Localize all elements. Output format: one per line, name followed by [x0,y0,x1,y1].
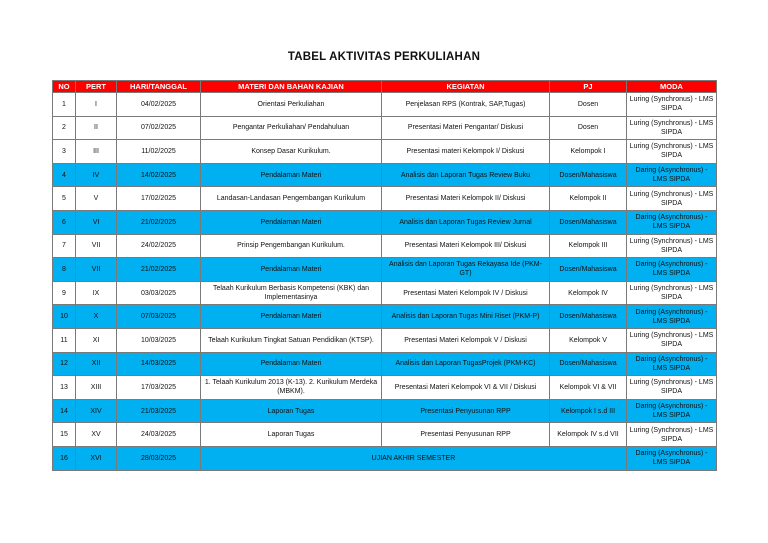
cell-materi: Laporan Tugas [201,423,382,447]
cell-moda: Daring (Asynchronus) - LMS SIPDA [627,258,717,282]
cell-pert: XII [76,352,117,376]
cell-tanggal: 21/02/2025 [117,210,201,234]
cell-pj: Dosen/Mahasiswa [550,258,627,282]
cell-kegiatan: Presentasi Materi Kelompok II/ Diskusi [382,187,550,211]
table-row [53,210,717,234]
cell-pert: II [76,116,117,140]
cell-tanggal: 21/02/2025 [117,258,201,282]
cell-pert: XVI [76,446,117,470]
cell-materi: Konsep Dasar Kurikulum. [201,140,382,164]
cell-kegiatan: Presentasi Materi Kelompok V / Diskusi [382,328,550,352]
cell-materi: Pendalaman Materi [201,258,382,282]
cell-kegiatan: Presentasi materi Kelompok I/ Diskusi [382,140,550,164]
table-row [53,352,717,376]
cell-pert: XV [76,423,117,447]
table-row [53,187,717,211]
cell-pert: XIII [76,376,117,400]
table-row [53,423,717,447]
cell-materi: Pendalaman Materi [201,352,382,376]
cell-pj: Kelompok V [550,328,627,352]
cell-pj: Kelompok IV s.d VII [550,423,627,447]
cell-tanggal: 14/03/2025 [117,352,201,376]
column-header-pert: PERT [76,81,117,93]
cell-pj: Kelompok II [550,187,627,211]
cell-materi: Telaah Kurikulum Berbasis Kompetensi (KBK) dan Implementasinya [201,281,382,305]
cell-moda: Daring (Asynchronus) - LMS SIPDA [627,163,717,187]
cell-tanggal: 11/02/2025 [117,140,201,164]
cell-kegiatan: Analisis dan Laporan TugasProjek (PKM-KC) [382,352,550,376]
cell-no: 16 [53,446,76,470]
column-header-no: NO [53,81,76,93]
cell-pert: XIV [76,399,117,423]
cell-materi: Telaah Kurikulum Tingkat Satuan Pendidikan (KTSP). [201,328,382,352]
cell-tanggal: 21/03/2025 [117,399,201,423]
cell-no: 1 [53,93,76,117]
cell-pert: VII [76,258,117,282]
cell-moda: Luring (Synchronus) - LMS SIPDA [627,116,717,140]
cell-materi: Pengantar Perkuliahan/ Pendahuluan [201,116,382,140]
cell-final-exam: UJIAN AKHIR SEMESTER [201,446,627,470]
cell-pj: Kelompok I [550,140,627,164]
cell-tanggal: 14/02/2025 [117,163,201,187]
cell-tanggal: 07/03/2025 [117,305,201,329]
cell-no: 10 [53,305,76,329]
cell-pj: Kelompok IV [550,281,627,305]
cell-tanggal: 03/03/2025 [117,281,201,305]
cell-materi: Landasan-Landasan Pengembangan Kurikulum [201,187,382,211]
cell-pert: VII [76,234,117,258]
cell-materi: Pendalaman Materi [201,305,382,329]
cell-pj: Dosen [550,93,627,117]
cell-pert: X [76,305,117,329]
cell-materi: Orientasi Perkuliahan [201,93,382,117]
cell-moda: Daring (Asynchronus) - LMS SIPDA [627,352,717,376]
cell-tanggal: 24/02/2025 [117,234,201,258]
table-row-final-exam [53,446,717,470]
cell-materi: Prinsip Pengembangan Kurikulum. [201,234,382,258]
table-row [53,93,717,117]
cell-moda: Daring (Asynchronus) - LMS SIPDA [627,305,717,329]
cell-no: 7 [53,234,76,258]
cell-no: 2 [53,116,76,140]
cell-kegiatan: Presentasi Materi Kelompok III/ Diskusi [382,234,550,258]
table-row [53,376,717,400]
cell-kegiatan: Presentasi Penyusunan RPP [382,399,550,423]
cell-pj: Kelompok I s.d III [550,399,627,423]
table-row [53,140,717,164]
table-row [53,281,717,305]
cell-pert: III [76,140,117,164]
cell-pert: VI [76,210,117,234]
table-header-row [53,81,717,93]
cell-pert: IV [76,163,117,187]
cell-no: 13 [53,376,76,400]
cell-kegiatan: Penjelasan RPS (Kontrak, SAP,Tugas) [382,93,550,117]
cell-moda: Luring (Synchronus) - LMS SIPDA [627,234,717,258]
cell-materi: 1. Telaah Kurikulum 2013 (K-13). 2. Kurikulum Merdeka (MBKM). [201,376,382,400]
cell-pj: Dosen/Mahasiswa [550,305,627,329]
cell-tanggal: 17/03/2025 [117,376,201,400]
cell-no: 14 [53,399,76,423]
cell-no: 4 [53,163,76,187]
cell-moda: Daring (Asynchronus) - LMS SIPDA [627,210,717,234]
cell-tanggal: 04/02/2025 [117,93,201,117]
table-body [53,93,717,471]
cell-no: 8 [53,258,76,282]
cell-tanggal: 10/03/2025 [117,328,201,352]
cell-moda: Daring (Asynchronus) - LMS SIPDA [627,399,717,423]
cell-kegiatan: Analisis dan Laporan Tugas Rekayasa Ide (PKM-GT) [382,258,550,282]
cell-materi: Laporan Tugas [201,399,382,423]
cell-pert: I [76,93,117,117]
cell-moda: Luring (Synchronus) - LMS SIPDA [627,328,717,352]
cell-no: 5 [53,187,76,211]
cell-pert: IX [76,281,117,305]
cell-no: 12 [53,352,76,376]
table-row [53,399,717,423]
cell-pj: Dosen [550,116,627,140]
cell-kegiatan: Analisis dan Laporan Tugas Mini Riset (PKM-P) [382,305,550,329]
cell-kegiatan: Analisis dan Laporan Tugas Review Buku [382,163,550,187]
activity-table [52,80,717,471]
cell-moda: Luring (Synchronus) - LMS SIPDA [627,187,717,211]
table-row [53,258,717,282]
column-header-tanggal: HARI/TANGGAL [117,81,201,93]
cell-no: 15 [53,423,76,447]
cell-tanggal: 28/03/2025 [117,446,201,470]
cell-kegiatan: Presentasi Materi Kelompok VI & VII / Diskusi [382,376,550,400]
cell-materi: Pendalaman Materi [201,210,382,234]
cell-no: 9 [53,281,76,305]
cell-pert: XI [76,328,117,352]
cell-pj: Kelompok VI & VII [550,376,627,400]
cell-moda: Daring (Asynchronus) - LMS SIPDA [627,446,717,470]
table-row [53,116,717,140]
table-row [53,305,717,329]
column-header-kegiatan: KEGIATAN [382,81,550,93]
cell-no: 6 [53,210,76,234]
table-title: TABEL AKTIVITAS PERKULIAHAN [287,51,481,63]
table-row [53,234,717,258]
cell-moda: Luring (Synchronus) - LMS SIPDA [627,423,717,447]
cell-pj: Dosen/Mahasiswa [550,210,627,234]
table-row [53,328,717,352]
cell-no: 11 [53,328,76,352]
cell-moda: Luring (Synchronus) - LMS SIPDA [627,93,717,117]
cell-pert: V [76,187,117,211]
cell-materi: Pendalaman Materi [201,163,382,187]
cell-kegiatan: Presentasi Penyusunan RPP [382,423,550,447]
cell-moda: Luring (Synchronus) - LMS SIPDA [627,140,717,164]
cell-moda: Luring (Synchronus) - LMS SIPDA [627,281,717,305]
cell-kegiatan: Presentasi Materi Pengantar/ Diskusi [382,116,550,140]
cell-tanggal: 17/02/2025 [117,187,201,211]
cell-moda: Luring (Synchronus) - LMS SIPDA [627,376,717,400]
cell-kegiatan: Presentasi Materi Kelompok IV / Diskusi [382,281,550,305]
column-header-materi: MATERI DAN BAHAN KAJIAN [201,81,382,93]
cell-pj: Dosen/Mahasiswa [550,163,627,187]
cell-pj: Dosen/Mahasiswa [550,352,627,376]
table-row [53,163,717,187]
column-header-moda: MODA [627,81,717,93]
cell-pj: Kelompok III [550,234,627,258]
cell-tanggal: 24/03/2025 [117,423,201,447]
cell-kegiatan: Analisis dan Laporan Tugas Review Jurnal [382,210,550,234]
cell-tanggal: 07/02/2025 [117,116,201,140]
cell-no: 3 [53,140,76,164]
column-header-pj: PJ [550,81,627,93]
